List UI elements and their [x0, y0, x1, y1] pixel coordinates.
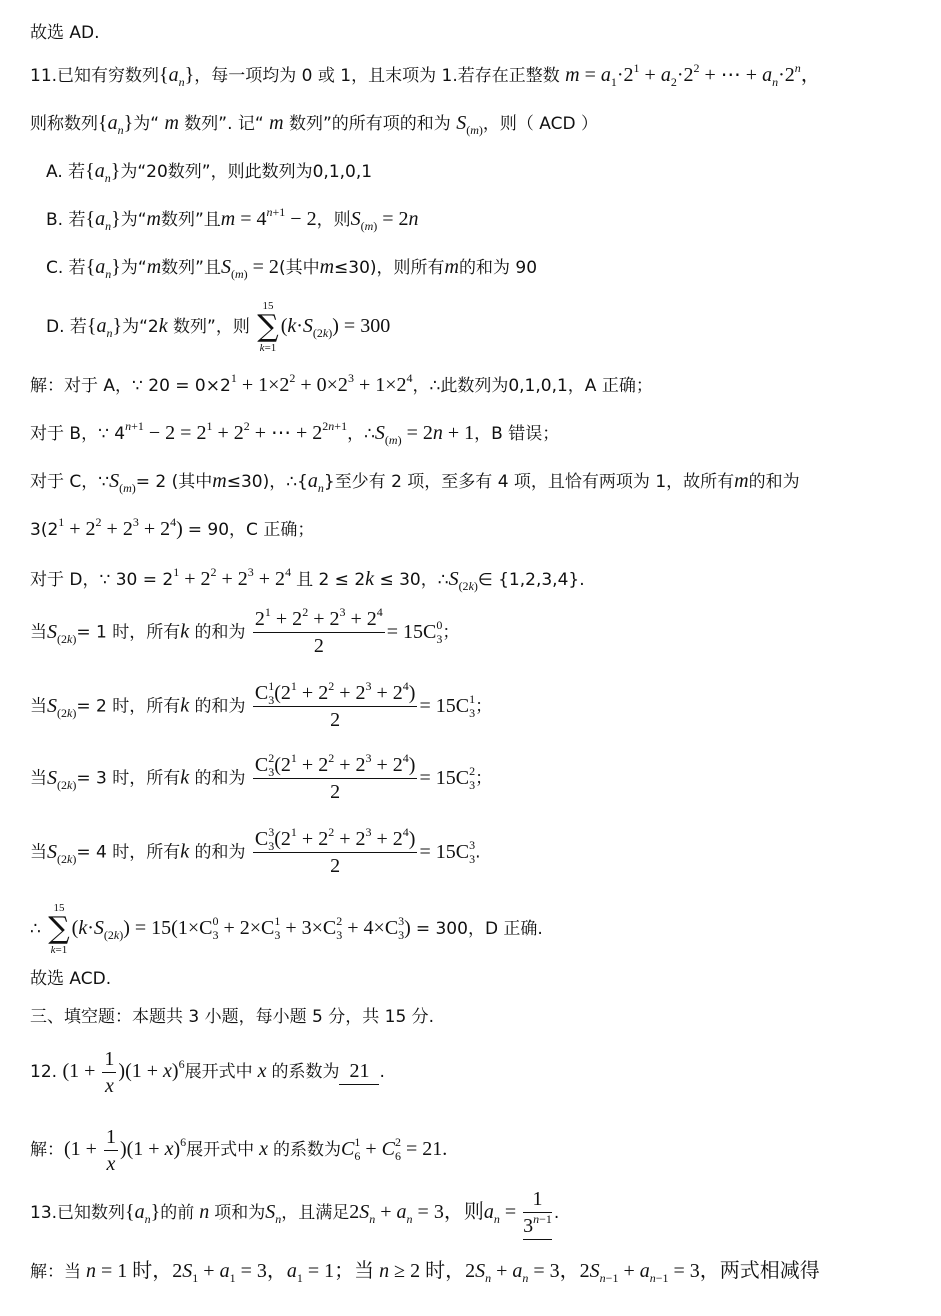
option-text: 为“2 [122, 317, 159, 337]
solution-13: 解：当 n = 1 时，$2S_1 + a_1 = 3$，$a_1 = 1$；当 n ≥ 2 时，$2S_n + a_n = 3$，$2S_{n-1} + a_{n-1} = 3$，两式相减得 [30, 1260, 820, 1285]
solution-text: 对于 B，∵ 4 [30, 424, 126, 444]
case-2: 当$S_{(2k)}= 2$ 时，所有k 的和为 $\frac{C_3^1(2^1 + 2^2 + 2^3 + 2^4)}{2}$ = $15C_3^1$； [30, 679, 493, 731]
case-text: ； [475, 696, 493, 717]
problem-number: 11. [30, 66, 58, 86]
case-text: 当 [30, 768, 47, 789]
case-text: 的和为 [194, 768, 246, 789]
solution-text: 解：对于 A，∵ 20 = 0×2 [30, 376, 231, 396]
solution-text: 且 2 ≤ 2 [296, 570, 366, 590]
case-text: 当 [30, 696, 47, 717]
math-expr: $^{n+1} - 2 = 2^1 + 2^2$ + ⋯ + $2^{2n+1}$ [125, 419, 348, 444]
case-text: = 3 时，所有 [76, 768, 181, 789]
case-3: 当$S_{(2k)}= 3$ 时，所有k 的和为 $\frac{C_3^2(2^1 + 2^2 + 2^3 + 2^4)}{2}$ = $15C_3^2$； [30, 751, 493, 803]
math-expr: $a_1$ [286, 1260, 303, 1285]
math-seq: $\{a_n\}$ [86, 315, 123, 340]
math-seq: $\{a_n\}$ [98, 112, 134, 137]
math-expr: $S_{(m)}$ [109, 470, 136, 495]
math-expr: $2S_{n-1} + a_{n-1}$ [579, 1260, 669, 1285]
math-expr: $S_n$ [265, 1201, 282, 1226]
math-m-definition: $m = a_1\cdot 2^1 + a_2\cdot 2^2$ + ⋯ + $a_n\cdot 2^n$， [565, 61, 821, 89]
math-seq: $\{a_n\}$ [85, 160, 121, 185]
solution-text: 至少有 2 项，至多有 4 项，且恰有两项为 1，故所有 [334, 472, 735, 492]
solution-text: 对于 D，∵ 30 = 2 [30, 570, 174, 590]
answer-acd: 故选 ACD. [30, 969, 112, 989]
answer-blank: 21 [339, 1058, 379, 1085]
math-result: = $15C_3^1$ [419, 691, 476, 720]
math-expr: $S_{(2k)}$ [47, 694, 77, 720]
math-expr: $S_{(2k)}$ [47, 620, 77, 646]
problem-text: 数列”的所有项的和为 [288, 114, 451, 134]
option-text: 为“ [120, 210, 147, 230]
problem-text: 展开式中 [184, 1062, 253, 1083]
math-expr: $a_n$ = [483, 1201, 522, 1226]
case-text: 的和为 [194, 842, 246, 863]
option-text: ，则 [316, 210, 351, 230]
math-seq: $\{a_n\}$ [85, 208, 121, 233]
case-text: 当 [30, 622, 47, 643]
problem-number: 13. [30, 1203, 58, 1223]
problem-text: 为“ [133, 114, 160, 134]
solution-text: 的和为 [748, 472, 800, 492]
option-a [46, 158, 372, 185]
section-heading: 三、填空题：本题共 3 小题，每小题 5 分，共 15 分. [30, 1007, 435, 1027]
problem-11-statement [30, 62, 821, 89]
option-c: C. 若$\{a_n\}$为“m数列”且$S_{(m)} = 2$(其中m≤30)，则所有m的和为 90 [46, 256, 538, 281]
problem-text: 数列”. 记“ [184, 114, 264, 134]
option-label: A. 若 [46, 162, 86, 182]
option-text: 数列”且 [161, 258, 221, 278]
math-result: = $15C_3^2$ [419, 763, 476, 792]
option-text: 为“20数列”，则此数列为0,1,0,1 [120, 162, 373, 182]
solution-text: 解：当 [30, 1262, 81, 1282]
answer-fraction: $\frac{1}{3^{n-1}}$ [523, 1186, 552, 1240]
math-result: = $15C_3^0$ [386, 617, 443, 646]
math-seq: $\{a_n\}$ [159, 64, 195, 89]
problem-text: 项和为 [214, 1203, 266, 1223]
fraction: $\frac{C_3^2(2^1 + 2^2 + 2^3 + 2^4)}{2}$ [254, 751, 416, 803]
solution-text: ≥ 2 时， [394, 1260, 466, 1282]
math-seq: $\{a_n\}$ [125, 1201, 161, 1226]
case-4: 当$S_{(2k)}= 4$ 时，所有k 的和为 $\frac{C_3^3(2^1 + 2^2 + 2^3 + 2^4)}{2}$ = $15C_3^3$. [30, 825, 481, 877]
case-text: ； [475, 768, 493, 789]
problem-text: ，则（ ACD ） [482, 114, 598, 134]
fraction: $\frac{2^1 + 2^2 + 2^3 + 2^4}{2}$ [254, 605, 383, 657]
math-expr: $S_{(m)} = 2$ [220, 256, 279, 281]
math-expr: (1 + $\frac{1}{x}$ )$(1 + x)^6$ [64, 1126, 187, 1175]
solution-text: = 3， [533, 1260, 580, 1282]
sum-symbol: 15 ∑ k=1 [48, 902, 70, 956]
math-expr: $2S_n + a_n$ [465, 1260, 529, 1285]
math-expr: $S_{(m)} = 2n + 1$ [374, 422, 475, 447]
solution-text: ，∴此数列为0,1,0,1，A 正确； [412, 376, 653, 396]
math-expr: $(k\cdot S_{(2k)}) = 15(1\times C_3^0 + 2\times C_3^1 + 3\times C_3^2 + 4\times C_3^3)$ [71, 914, 416, 942]
option-text: (其中 [278, 258, 320, 278]
case-text: = 2 时，所有 [76, 696, 181, 717]
sum-symbol: 15 ∑ k=1 [257, 300, 279, 354]
solution-result: = 21. [405, 1138, 448, 1161]
math-expr: $(k\cdot S_{(2k)}) = 300$ [280, 315, 391, 340]
option-d: D. 若$\{a_n\}$为“2k 数列”，则 15 ∑ k=1 $(k\cdot S_{(2k)}) = 300$ [46, 300, 391, 354]
problem-text: 已知数列 [57, 1203, 126, 1223]
solution-text: = 3，两式相减得 [673, 1260, 820, 1282]
problem-text: 已知有穷数列 [57, 66, 160, 86]
solution-d: 对于 D，∵ $30 = 2^1 + 2^2 + 2^3 + 2^4$ 且 2 ≤ 2k ≤ 30，$\therefore S_{(2k)}\in$ {1,2,3,4}. [30, 565, 585, 593]
option-text: 为“ [120, 258, 147, 278]
math-expr: $S_{(m)} = 2n$ [350, 208, 419, 233]
case-text: ； [442, 622, 460, 643]
solution-text: 的系数为 [273, 1140, 342, 1161]
solution-text: ，∴ [347, 424, 375, 444]
fraction: $\frac{C_3^1(2^1 + 2^2 + 2^3 + 2^4)}{2}$ [254, 679, 416, 731]
solution-12: 解：(1 + $\frac{1}{x}$ )$(1 + x)^6$展开式中 x 的系数为$C_6^1 + C_6^2 = 21$. [30, 1126, 448, 1175]
solution-a [30, 372, 653, 399]
case-1: 当$S_{(2k)}= 1$ 时，所有k 的和为 $\frac{2^1 + 2^2 + 2^3 + 2^4}{2}$ = $15C_3^0$； [30, 605, 460, 657]
case-text: 的和为 [194, 622, 246, 643]
problem-number: 12. [30, 1062, 58, 1083]
problem-text: ，且满足 [281, 1203, 350, 1223]
problem-text: 则称数列 [30, 114, 98, 134]
solution-text: 展开式中 [186, 1140, 255, 1161]
solution-c-2 [30, 516, 314, 543]
problem-text: = 3，则 [417, 1201, 484, 1223]
solution-text: ≤30)，∴{ [226, 472, 308, 492]
option-text: 数列”，则 [173, 317, 250, 337]
math-expr: (1 + $\frac{1}{x}$ )$(1 + x)^6$ [62, 1048, 185, 1097]
solution-text: ∈ {1,2,3,4}. [477, 570, 585, 590]
solution-text: = 1；当 [307, 1260, 375, 1282]
fraction: $\frac{C_3^3(2^1 + 2^2 + 2^3 + 2^4)}{2}$ [254, 825, 416, 877]
math-expr: $2S_n + a_n$ [349, 1201, 413, 1226]
option-b: B. 若$\{a_n\}$为“m数列”且$m = 4^{n+1} - 2$，则$S_{(m)} = 2n$ [46, 205, 419, 233]
problem-11-statement-2: 则称数列$\{a_n\}$为“ m 数列”. 记“ m 数列”的所有项的和为 $S_{(m)}$，则（ ACD ） [30, 112, 598, 137]
math-expr: $S_{(2k)}$ [47, 840, 77, 866]
problem-13: 13.已知数列$\{a_n\}$的前 n 项和为$S_n$，且满足$2S_n + a_n = 3$，则$a_n$ = $\frac{1}{3^{n-1}}$ . [30, 1186, 559, 1240]
math-seq: $\{a_n\}$ [85, 256, 121, 281]
problem-text: ，每一项均为 0 或 1，且末项为 1.若存在正整数 [194, 66, 560, 86]
solution-text: = 2 (其中 [135, 472, 213, 492]
solution-text: = 3， [240, 1260, 287, 1282]
math-expr: $^1 + 1\times 2^2 + 0\times 2^3 + 1\times 2^4$ [230, 371, 413, 396]
math-expr: $^1 + 2^2 + 2^3 + 2^4$) [58, 515, 188, 540]
final-text: ∴ [30, 919, 41, 939]
math-expr: $m = 4^{n+1} - 2$ [220, 205, 317, 230]
math-expr: $S_{(2k)}$ [448, 568, 478, 593]
math-expr: $2S_1 + a_1$ [172, 1260, 236, 1285]
math-S: $S_{(m)}$ [456, 112, 483, 137]
case-text: 当 [30, 842, 47, 863]
problem-text: 的前 [160, 1203, 195, 1223]
option-text: 的和为 90 [459, 258, 538, 278]
solution-text: 对于 C，∵ [30, 472, 110, 492]
case-text: = 1 时，所有 [76, 622, 181, 643]
case-text: = 4 时，所有 [76, 842, 181, 863]
solution-text: 解： [30, 1140, 64, 1161]
solution-c: 对于 C，$\because S_{(m)}= 2$ (其中m≤30)，$\therefore\{a_n\}$至少有 2 项，至多有 4 项，且恰有两项为 1，故所有m的和为 [30, 470, 800, 495]
solution-text: = 1 时， [101, 1260, 173, 1282]
solution-text: 3(2 [30, 520, 59, 540]
solution-text: = 90，C 正确； [187, 520, 315, 540]
option-label: C. 若 [46, 258, 86, 278]
option-text: ≤30)，则所有 [334, 258, 445, 278]
option-label: B. 若 [46, 210, 86, 230]
previous-answer-line: 故选 AD. [30, 23, 100, 43]
math-result: = $15C_3^3$ [419, 837, 476, 866]
case-text: 的和为 [194, 696, 246, 717]
final-sum [30, 902, 543, 956]
math-expr: $S_{(2k)}$ [47, 766, 77, 792]
solution-text: ，B 错误； [474, 424, 560, 444]
problem-text: 的系数为 [271, 1062, 340, 1083]
solution-b [30, 420, 559, 447]
case-text: . [475, 842, 481, 863]
problem-12: 12. (1 + $\frac{1}{x}$ )$(1 + x)^6$展开式中 x 的系数为 21 . [30, 1048, 385, 1097]
math-expr: $^1 + 2^2 + 2^3 + 2^4$ [173, 565, 292, 590]
final-text: = 300，D 正确. [415, 919, 543, 939]
solution-text: ≤ 30，∴ [379, 570, 449, 590]
math-expr: $C_6^1 + C_6^2$ [341, 1135, 401, 1164]
option-text: 数列”且 [160, 210, 221, 230]
option-label: D. 若 [46, 317, 87, 337]
